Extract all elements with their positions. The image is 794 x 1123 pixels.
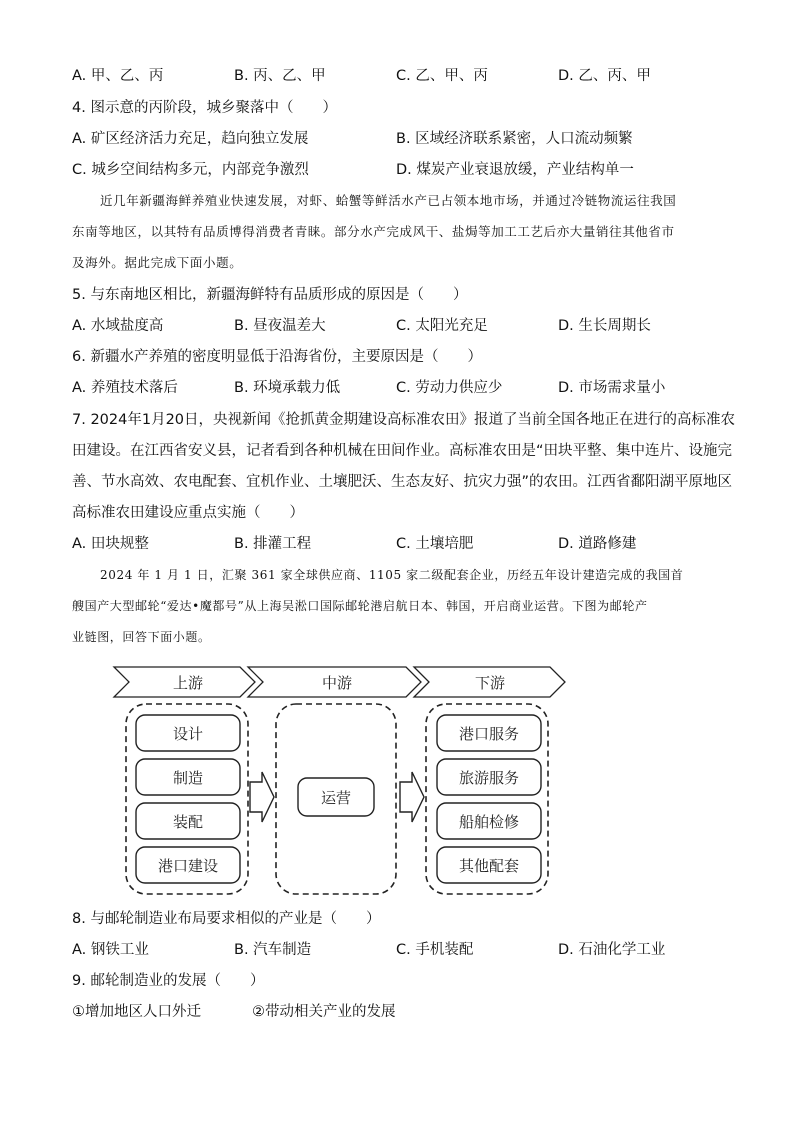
q6-option-b: B. 环境承载力低 [234,380,341,396]
cruise-industry-chain-diagram [110,664,570,900]
q7-option-a: A. 田块规整 [72,536,149,552]
q4-option-c: C. 城乡空间结构多元，内部竞争激烈 [72,162,309,178]
passage1-line-2: 东南等地区，以其特有品质博得消费者青睐。部分水产完成风干、盐焗等加工工艺后亦大量销往其他省市 [72,224,675,239]
upstream-label-1: 设计 [172,725,204,743]
stage-label-upstream: 上游 [172,674,204,692]
arrow-right-icon [400,772,424,822]
q6-stem: 6. 新疆水产养殖的密度明显低于沿海省份，主要原因是（ ） [72,349,482,365]
q5-option-b: B. 昼夜温差大 [234,318,326,334]
arrow-right-icon [250,772,274,822]
stage-label-midstream: 中游 [321,674,353,692]
q7-line-3: 善、节水高效、农电配套、宜机作业、土壤肥沃、生态友好、抗灾力强”的农田。江西省鄱阳湖平原地区 [72,474,733,490]
q7-line-4: 高标准农田建设应重点实施（ ） [72,505,304,521]
q8-option-c: C. 手机装配 [396,942,474,958]
q9-statement-1: ①增加地区人口外迁 [72,1004,201,1020]
q7-option-b: B. 排灌工程 [234,536,312,552]
q7-line-2: 田建设。在江西省安义县，记者看到各种机械在田间作业。高标准农田是“田块平整、集中连片、设施完 [72,443,733,459]
q5-option-d: D. 生长周期长 [558,318,651,334]
midstream-label-1: 运营 [320,789,352,807]
q6-option-a: A. 养殖技术落后 [72,380,178,396]
q3-option-d: D. 乙、丙、甲 [558,68,651,84]
downstream-label-3: 船舶检修 [458,813,520,831]
q9-statement-2: ②带动相关产业的发展 [252,1004,396,1020]
passage2-line-1: 2024 年 1 月 1 日，汇聚 361 家全球供应商、1105 家二级配套企业，历经五年设计建造完成的我国首 [100,568,684,582]
downstream-label-2: 旅游服务 [458,769,520,787]
upstream-label-2: 制造 [172,769,204,787]
q5-stem: 5. 与东南地区相比，新疆海鲜特有品质形成的原因是（ ） [72,287,468,303]
q4-option-b: B. 区域经济联系紧密，人口流动频繁 [396,131,633,147]
q8-stem: 8. 与邮轮制造业布局要求相似的产业是（ ） [72,911,381,927]
q8-option-b: B. 汽车制造 [234,942,312,958]
downstream-label-4: 其他配套 [458,857,520,875]
q7-option-c: C. 土壤培肥 [396,536,474,552]
q3-option-a: A. 甲、乙、丙 [72,68,164,84]
q6-option-c: C. 劳动力供应少 [396,380,503,396]
q8-option-d: D. 石油化学工业 [558,942,666,958]
q7-option-d: D. 道路修建 [558,536,637,552]
passage1-line-1: 近几年新疆海鲜养殖业快速发展，对虾、蛤蟹等鲜活水产已占领本地市场，并通过冷链物流运往我国 [100,193,677,208]
q9-stem: 9. 邮轮制造业的发展（ ） [72,973,265,989]
stage-label-downstream: 下游 [474,674,506,692]
downstream-label-1: 港口服务 [458,725,520,743]
passage2-line-2: 艘国产大型邮轮“爱达•魔都号”从上海吴淞口国际邮轮港启航日本、韩国，开启商业运营。下图为邮轮产 [72,599,648,613]
upstream-label-4: 港口建设 [157,857,219,875]
q5-option-c: C. 太阳光充足 [396,318,488,334]
q4-stem: 4. 图示意的丙阶段，城乡聚落中（ ） [72,100,337,116]
q3-option-c: C. 乙、甲、丙 [396,68,488,84]
passage1-line-3: 及海外。据此完成下面小题。 [72,255,243,270]
q4-option-a: A. 矿区经济活力充足，趋向独立发展 [72,131,309,147]
passage2-line-3: 业链图，回答下面小题。 [72,630,211,644]
upstream-label-3: 装配 [172,813,204,831]
q4-option-d: D. 煤炭产业衰退放缓，产业结构单一 [396,162,634,178]
q8-option-a: A. 钢铁工业 [72,942,149,958]
q6-option-d: D. 市场需求量小 [558,380,666,396]
q7-line-1: 7. 2024年1月20日，央视新闻《抢抓黄金期建设高标准农田》报道了当前全国各地正在进行的高标准农 [72,412,736,428]
q3-option-b: B. 丙、乙、甲 [234,68,326,84]
q5-option-a: A. 水域盐度高 [72,318,164,334]
